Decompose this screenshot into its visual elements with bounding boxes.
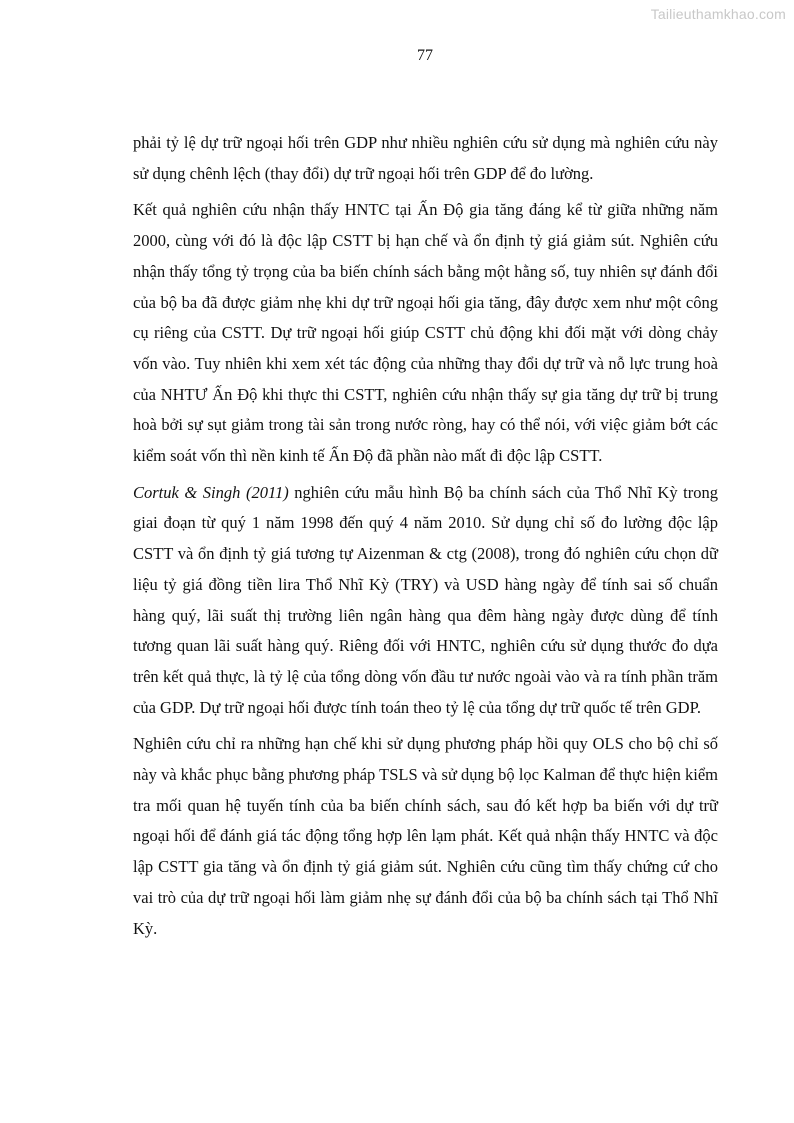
document-body [133,128,718,944]
page-number: 77 [417,47,433,64]
paragraph-ols-limitations: Nghiên cứu chỉ ra những hạn chế khi sử dụng phương pháp hồi quy OLS cho bộ chỉ số này và khắc phục bằng phương pháp TSLS và sử dụng bộ lọc Kalman để thực hiện kiểm tra mối quan hệ tuyến tính của ba biến chính sách, sau đó kết hợp ba biến với dự trữ ngoại hối để đánh giá tác động tổng hợp lên lạm phát. Kết quả nhận thấy HNTC và độc lập CSTT gia tăng và ổn định tỷ giá giảm sút. Nghiên cứu cũng tìm thấy chứng cứ cho vai trò của dự trữ ngoại hối làm giảm nhẹ sự đánh đổi của bộ ba chính sách tại Thổ Nhĩ Kỳ. [133,734,718,938]
paragraph-cortuk-singh [133,478,718,724]
watermark: Tailieuthamkhao.com [650,6,786,22]
paragraph-india-findings: Kết quả nghiên cứu nhận thấy HNTC tại Ấn Độ gia tăng đáng kể từ giữa những năm 2000, cùng với đó là độc lập CSTT bị hạn chế và ổn định tỷ giá giảm sút. Nghiên cứu nhận thấy tổng tỷ trọng của ba biến chính sách bằng một hằng số, tuy nhiên sự đánh đổi của bộ ba đã được giảm nhẹ khi dự trữ ngoại hối gia tăng, đây được xem như một công cụ riêng của CSTT. Dự trữ ngoại hối giúp CSTT chủ động khi đối mặt với dòng chảy vốn vào. Tuy nhiên khi xem xét tác động của những thay đổi dự trữ và nỗ lực trung hoà của NHTƯ Ấn Độ khi thực thi CSTT, nghiên cứu nhận thấy sự gia tăng dự trữ bị trung hoà bởi sự sụt giảm trong tài sản trong nước ròng, hay có thể nói, với việc giảm bớt các kiểm soát vốn thì nền kinh tế Ấn Độ đã phần nào mất đi độc lập CSTT. [133,200,718,466]
paragraph-text: nghiên cứu mẫu hình Bộ ba chính sách của Thổ Nhĩ Kỳ trong giai đoạn từ quý 1 năm 1998 đến quý 4 năm 2010. Sử dụng chỉ số đo lường độc lập CSTT và ổn định tỷ giá tương tự Aizenman & ctg (2008), trong đó nghiên cứu chọn dữ liệu tỷ giá đồng tiền lira Thổ Nhĩ Kỳ (TRY) và USD hàng ngày để tính sai số chuẩn hàng quý, lãi suất thị trường liên ngân hàng qua đêm hàng ngày được dùng để tính tương quan lãi suất hàng quý. Riêng đối với HNTC, nghiên cứu sử dụng thước đo dựa trên kết quả thực, là tỷ lệ của tổng dòng vốn đầu tư nước ngoài vào và ra tính phần trăm của GDP. Dự trữ ngoại hối được tính toán theo tỷ lệ của tổng dự trữ quốc tế trên GDP. [133,482,718,717]
paragraph-continuation: phải tỷ lệ dự trữ ngoại hối trên GDP như nhiều nghiên cứu sử dụng mà nghiên cứu này sử dụng chênh lệch (thay đổi) dự trữ ngoại hối trên GDP để đo lường. [133,133,718,183]
citation: Cortuk & Singh (2011) [133,482,289,502]
